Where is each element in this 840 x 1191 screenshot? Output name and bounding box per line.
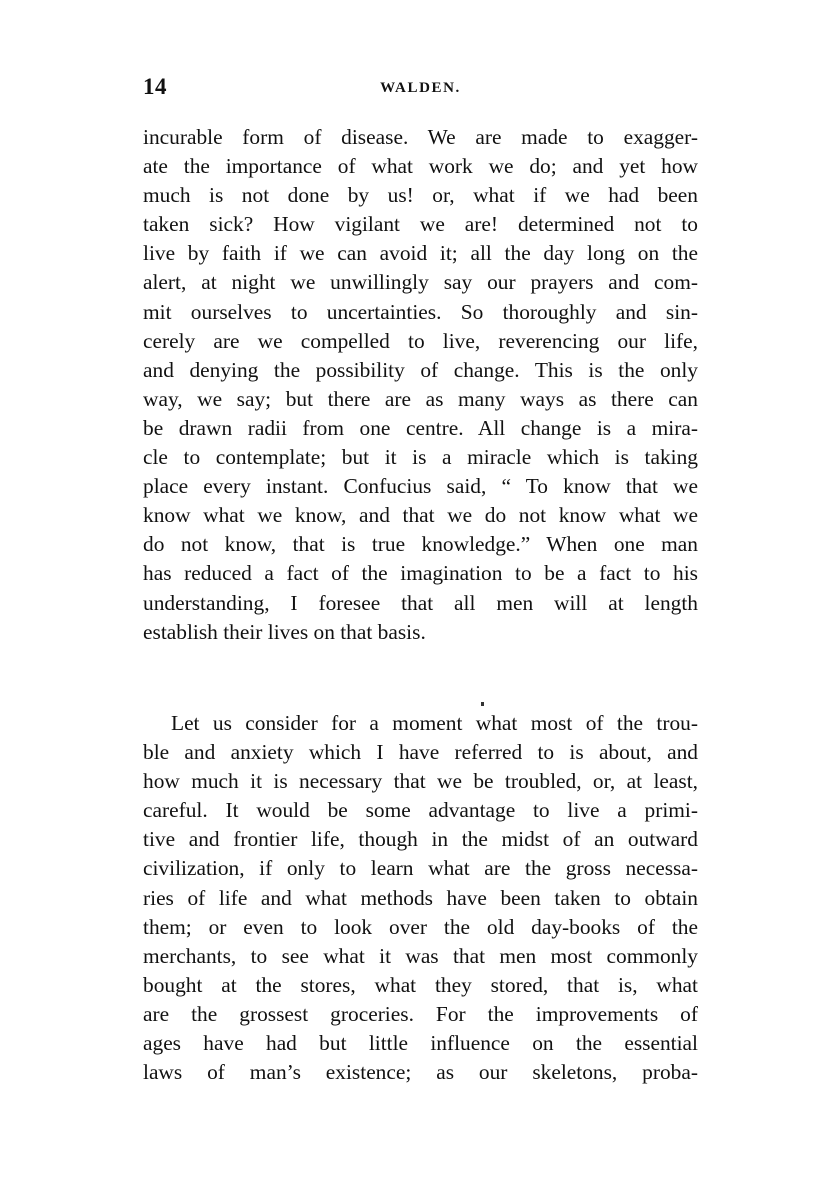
text-line: are the grossest groceries. For the improvements of [143, 1001, 698, 1026]
text-line: be drawn radii from one centre. All change is a mira- [143, 415, 698, 440]
text-line: incurable form of disease. We are made to exagger- [143, 125, 698, 149]
page-number: 14 [143, 74, 167, 99]
text-line: establish their lives on that basis. [143, 619, 426, 644]
text-line: and denying the possibility of change. This is the only [143, 357, 698, 382]
text-line: mit ourselves to uncertainties. So thoroughly and sin- [143, 299, 698, 324]
text-line: ate the importance of what work we do; and yet how [143, 154, 698, 179]
text-line: how much it is necessary that we be troubled, or, at least, [143, 769, 698, 794]
text-line: tive and frontier life, though in the midst of an outward [143, 827, 698, 852]
text-line: careful. It would be some advantage to live a primi- [143, 798, 698, 823]
text-line: live by faith if we can avoid it; all the day long on the [143, 241, 698, 266]
text-line: understanding, I foresee that all men will at length [143, 590, 698, 615]
text-line: merchants, to see what it was that men most commonly [143, 943, 698, 968]
paragraph-2 [143, 709, 698, 1087]
paragraph-1 [143, 123, 698, 647]
text-line: laws of man’s existence; as our skeletons, proba- [143, 1060, 698, 1085]
running-title: WALDEN. [380, 80, 461, 96]
text-line: ble and anxiety which I have referred to is about, and [143, 740, 698, 765]
text-line: ries of life and what methods have been taken to obtain [143, 885, 698, 910]
text-line: cle to contemplate; but it is a miracle which is taking [143, 445, 698, 470]
text-line: them; or even to look over the old day-books of the [143, 914, 698, 939]
text-line: much is not done by us! or, what if we had been [143, 183, 698, 208]
text-line: way, we say; but there are as many ways as there can [143, 386, 698, 411]
text-line: place every instant. Confucius said, “ To know that we [143, 474, 698, 499]
text-line: civilization, if only to learn what are the gross necessa- [143, 856, 698, 881]
page-header [143, 74, 698, 104]
text-line: do not know, that is true knowledge.” When one man [143, 532, 698, 557]
text-line: has reduced a fact of the imagination to be a fact to his [143, 561, 698, 586]
text-line: know what we know, and that we do not know what we [143, 503, 698, 528]
text-line: bought at the stores, what they stored, that is, what [143, 972, 698, 997]
text-line: ages have had but little influence on the essential [143, 1031, 698, 1056]
section-break-mark [481, 702, 484, 706]
text-line: cerely are we compelled to live, reverencing our life, [143, 328, 698, 353]
text-line: Let us consider for a moment what most of the trou- [171, 711, 698, 735]
text-line: alert, at night we unwillingly say our prayers and com- [143, 270, 698, 295]
text-line: taken sick? How vigilant we are! determined not to [143, 212, 698, 237]
